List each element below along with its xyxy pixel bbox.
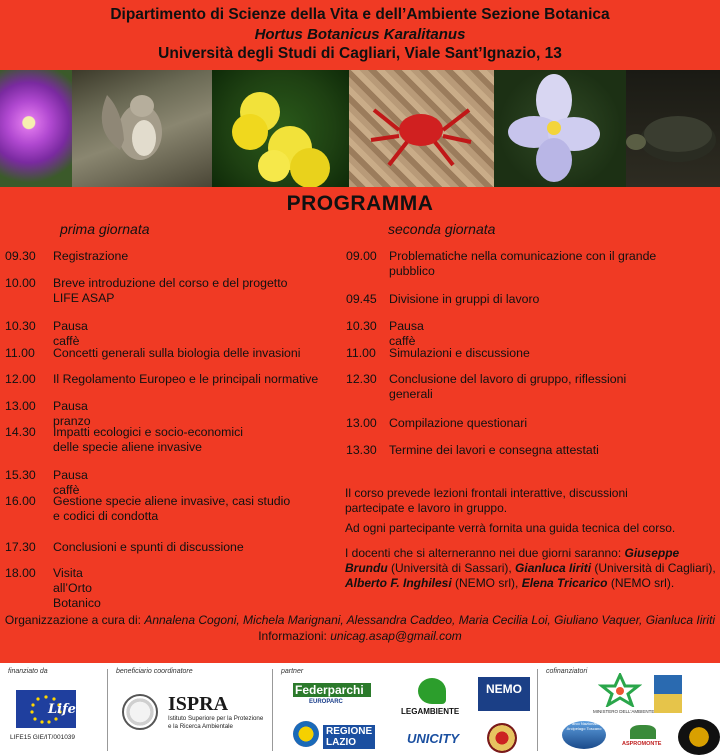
schedule-time: 09.45 — [346, 292, 377, 306]
yellow-flower-icon — [212, 70, 349, 187]
unicity-logo: UNICITY — [407, 731, 459, 746]
photo-strip — [0, 70, 720, 187]
schedule-time: 12.30 — [346, 372, 377, 386]
crab-photo — [349, 70, 494, 187]
schedule-desc: Compilazione questionari — [389, 416, 528, 430]
poster-header — [0, 0, 720, 70]
schedule-desc: Conclusioni e spunti di discussione — [53, 540, 244, 554]
day1-heading: prima giornata — [60, 221, 150, 237]
program-title: PROGRAMMA — [286, 192, 434, 215]
schedule-desc: Conclusione del lavoro di gruppo, riflessioni generali — [389, 372, 627, 401]
organization-credits: Organizzazione a cura di: Annalena Cogoni, Michela Marignani, Alessandra Caddeo, Maria Cecilia Loi, Giuliano Vaquer, Gianluca Iiriti Informazioni: unicag.asap@gmail.com — [4, 613, 716, 643]
department-line: Dipartimento di Scienze della Vita e dell’Ambiente Sezione Botanica — [110, 6, 610, 23]
squirrel-photo — [72, 70, 212, 187]
day2-heading: seconda giornata — [388, 221, 496, 237]
cofunder-section — [538, 663, 720, 756]
schedule-time: 10.30 — [5, 319, 36, 333]
schedule-time: 18.00 — [5, 566, 36, 580]
turtle-icon — [626, 70, 720, 187]
life-code: LIFE15 GIE/IT/001039 — [10, 734, 76, 741]
schedule-time: 13.30 — [346, 443, 377, 457]
schedule-time: 13.00 — [5, 399, 36, 413]
course-description: Il corso prevede lezioni frontali interattive, discussioni partecipate e lavoro in gruppo. — [345, 486, 628, 515]
life-logo-text: Life — [48, 702, 76, 717]
federparchi-logo: Federparchi — [293, 683, 371, 697]
hortus-line: Hortus Botanicus Karalitanus — [254, 26, 466, 43]
ministry-logo: MINISTERO DELL'AMBIENTE — [593, 709, 655, 714]
schedule-time: 11.00 — [346, 346, 376, 360]
schedule-desc: Pausa caffè — [53, 319, 88, 348]
ispra-subtitle: Istituto Superiore per la Protezione e la Ricerca Ambientale — [168, 715, 264, 730]
schedule-time: 10.00 — [5, 276, 36, 290]
legambiente-leaf-icon — [418, 678, 446, 704]
funded-section — [0, 663, 107, 756]
schedule-desc: Divisione in gruppi di lavoro — [389, 292, 540, 306]
schedule-time: 09.00 — [346, 249, 377, 263]
guide-note: Ad ogni partecipante verrà fornita una guida tecnica del corso. — [345, 521, 676, 535]
schedule-time: 15.30 — [5, 468, 36, 482]
schedule-desc: Breve introduzione del corso e del progetto LIFE ASAP — [53, 276, 288, 305]
eu-flag-icon — [16, 690, 76, 728]
hyacinth-icon — [494, 70, 626, 187]
crab-icon — [349, 70, 494, 187]
purple-flower-photo — [0, 70, 72, 187]
nemo-logo: NEMO — [478, 677, 530, 711]
schedule-desc: Impatti ecologici e socio-economici delle specie aliene invasive — [53, 425, 244, 454]
partner-label: partner — [281, 668, 304, 675]
schedule-time: 13.00 — [346, 416, 377, 430]
turtle-photo — [626, 70, 720, 187]
university-seal-icon — [487, 723, 517, 753]
contact-email[interactable]: unicag.asap@gmail.com — [330, 629, 462, 643]
schedule-time: 09.30 — [5, 249, 36, 263]
water-hyacinth-photo — [494, 70, 626, 187]
coordinator-label: beneficiario coordinatore — [116, 668, 193, 675]
schedule-desc: Gestione specie aliene invasive, casi studio e codici di condotta — [53, 494, 291, 523]
schedule-time: 11.00 — [5, 346, 35, 360]
sponsor-footer — [0, 663, 720, 756]
schedule-desc: Pausa pranzo — [53, 399, 91, 428]
schedule-time: 16.00 — [5, 494, 36, 508]
regione-lazio-emblem-icon — [293, 721, 319, 747]
legambiente-logo: LEGAMBIENTE — [401, 707, 460, 716]
europarc-logo: EUROPARC — [309, 699, 343, 705]
partner-section — [273, 663, 535, 756]
schedule-desc: Pausa caffè — [53, 468, 88, 497]
italian-emblem-icon — [122, 694, 158, 730]
schedule-desc: Problematiche nella comunicazione con il grande pubblico — [389, 249, 657, 278]
university-line: Università degli Studi di Cagliari, Viale Sant’Ignazio, 13 — [158, 45, 562, 62]
schedule-desc: Pausa caffè — [389, 319, 424, 348]
cofinanziatori-label: cofinanziatori — [546, 668, 588, 675]
archipelago-park-logo: Parco Nazionale Arcipelago Toscano — [566, 721, 602, 731]
national-park-seal-icon — [678, 719, 720, 755]
schedule-desc: Termine dei lavori e consegna attestati — [389, 443, 599, 457]
ministry-star-icon — [598, 673, 642, 707]
yellow-flower-photo — [212, 70, 349, 187]
schedule-desc: Simulazioni e discussione — [389, 346, 530, 360]
schedule-time: 17.30 — [5, 540, 36, 554]
teachers-note: I docenti che si alterneranno nei due giorni saranno: Giuseppe Brundu (Università di Sassari), Gianluca Iiriti (Università di Cagliari), Alberto F. Inghilesi (NEMO srl), Elena Tricarico (NEMO srl). — [345, 546, 716, 590]
schedule-desc: Visita all’Orto Botanico — [53, 566, 101, 610]
schedule-desc: Registrazione — [53, 249, 129, 263]
aspromonte-mountain-icon — [630, 725, 656, 739]
schedule-desc: Il Regolamento Europeo e le principali normative — [53, 372, 319, 386]
regional-emblem-icon — [654, 675, 682, 713]
coordinator-section — [108, 663, 270, 756]
schedule-time: 10.30 — [346, 319, 377, 333]
regione-lazio-logo: REGIONE LAZIO — [323, 725, 375, 749]
squirrel-icon — [72, 70, 212, 187]
ispra-logo: ISPRA — [168, 693, 229, 715]
aspromonte-logo: ASPROMONTE — [622, 741, 662, 747]
funded-label: finanziato da — [8, 668, 48, 675]
schedule-time: 14.30 — [5, 425, 36, 439]
schedule-time: 12.00 — [5, 372, 36, 386]
schedule-desc: Concetti generali sulla biologia delle invasioni — [53, 346, 301, 360]
